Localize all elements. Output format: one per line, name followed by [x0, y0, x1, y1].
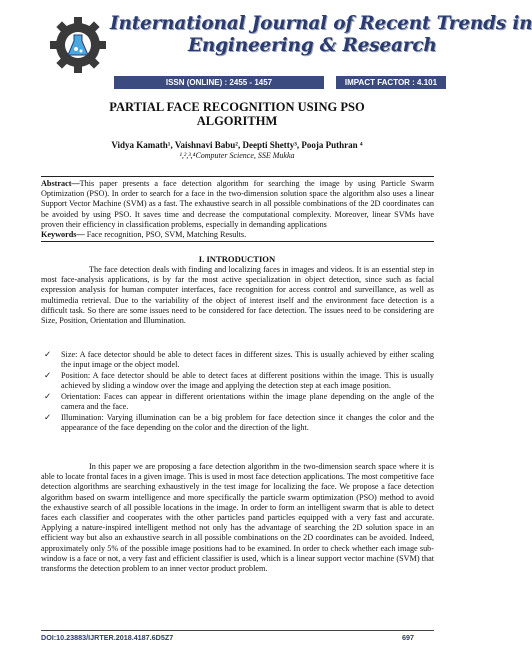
section-heading-introduction: I. INTRODUCTION: [198, 254, 276, 264]
abstract-label: Abstract—: [41, 179, 80, 188]
doi-link[interactable]: DOI:10.23883/IJRTER.2018.4187.6D5Z7: [41, 633, 174, 642]
list-item-text: Position: A face detector should be able to detect faces at different positions within the image. This is usually achieved by sliding a window over the image and applying the detection step at each image position.: [61, 370, 434, 391]
list-item: [41, 392, 434, 412]
journal-title: [110, 13, 532, 57]
checkmark-icon: ✓: [44, 350, 52, 360]
issues-list: [41, 350, 434, 434]
list-item-text: Illumination: Varying illumination can be a big problem for face detection since it changes the color and the appearance of the face depending on the color and the direction of the light.: [61, 412, 434, 432]
checkmark-icon: ✓: [44, 391, 52, 402]
abstract-text: [41, 179, 434, 230]
journal-title-line1: International Journal of Recent Trends in: [110, 13, 532, 34]
issn-badge: ISSN (ONLINE) : 2455 - 1457: [114, 76, 324, 89]
checkmark-icon: ✓: [44, 370, 52, 381]
intro-paragraph-1: The face detection deals with finding and localizing faces in images and videos. It is an essential step in most face-analysis applications, is by far the most active specialization in object detection, since such as facial expression analysis for human computer interfaces, face recognition for access control and surveillance, as well as multimedia retrieval. Due to the variability of the object of interest itself and the environment face detection is a difficult task. So there are some issues need to be considered for face detection. The issues need to be considering are Size, Position, Orientation and Illumination.: [41, 265, 434, 326]
checkmark-icon: ✓: [44, 412, 52, 423]
paper-title-line2: ALGORITHM: [196, 114, 278, 128]
abstract-body: This paper presents a face detection algorithm for searching the image by using Particle Swarm Optimization (PSO). In order to search for a face in the two-dimension solution space the algorithm also uses a linear Support Vector Machine (SVM) as a fast. The exhaustive search in all possible combinations of the 2D coordinates can be avoided by using PSO. It saves time and decrease the computational complexity. Moreover, linear SVMs have proven their efficiency in classification problems, especially in demanding applications: [41, 179, 434, 229]
footer-divider: [41, 630, 434, 631]
keywords: [41, 230, 434, 240]
keywords-label: Keywords—: [41, 230, 85, 240]
journal-banner: [40, 9, 532, 89]
author-list: Vidya Kamath¹, Vaishnavi Babu², Deepti Shetty³, Pooja Puthran ⁴: [111, 140, 363, 150]
keywords-list: Face recognition, PSO, SVM, Matching Results.: [84, 230, 247, 240]
list-item-text: Orientation: Faces can appear in different orientations within the image plane depending on the angle of the camera and the face.: [61, 391, 434, 412]
list-item: [41, 350, 434, 370]
list-item: [41, 371, 434, 391]
gear-flask-logo-icon: [48, 11, 110, 87]
paper-title: [0, 100, 474, 128]
list-item-text: Size: A face detector should be able to detect faces in different sizes. This is usually achieved by either scaling the input image or the object model.: [61, 350, 434, 370]
paper-title-line1: PARTIAL FACE RECOGNITION USING PSO: [109, 100, 365, 114]
page-number: 697: [402, 633, 414, 642]
affiliation: ¹,²,³,⁴Computer Science, SSE Mukka: [179, 151, 295, 160]
impact-factor-badge: IMPACT FACTOR : 4.101: [336, 76, 446, 89]
journal-title-line2: Engineering & Research: [188, 35, 437, 56]
intro-paragraph-2: In this paper we are proposing a face detection algorithm in the two-dimension search space where it is able to locate frontal faces in a given image. This is used in most face detection applications. The most competitive face detection algorithms are searching exhaustively in the test image for localizing the face. We propose a face detection algorithm based on swarm intelligence and more specifically the particle swarm optimization (PSO) method to avoid the exhaustive search of all possible locations in the image. In order to form an intelligent swarm that is able to detect faces each classifier and cooperates with the other particles pand particles equipped with a very fast and accurate. Applying a nature-inspired intelligent method not only has the advantage of searching the 2D solution space in an efficient way but also an exhaustive search in all possible combinations on the 2D coordinates can be avoided. Indeed, approximately only 5% of the possible image positions had to be examined. In order to check whether each image sub-window is a face or not, a very fast and efficient classifier is used, which is a linear support vector machine (SVM) that transforms the detection problem to an inner vector product problem.: [41, 462, 434, 574]
abstract-block: [41, 176, 434, 242]
list-item: [41, 413, 434, 433]
